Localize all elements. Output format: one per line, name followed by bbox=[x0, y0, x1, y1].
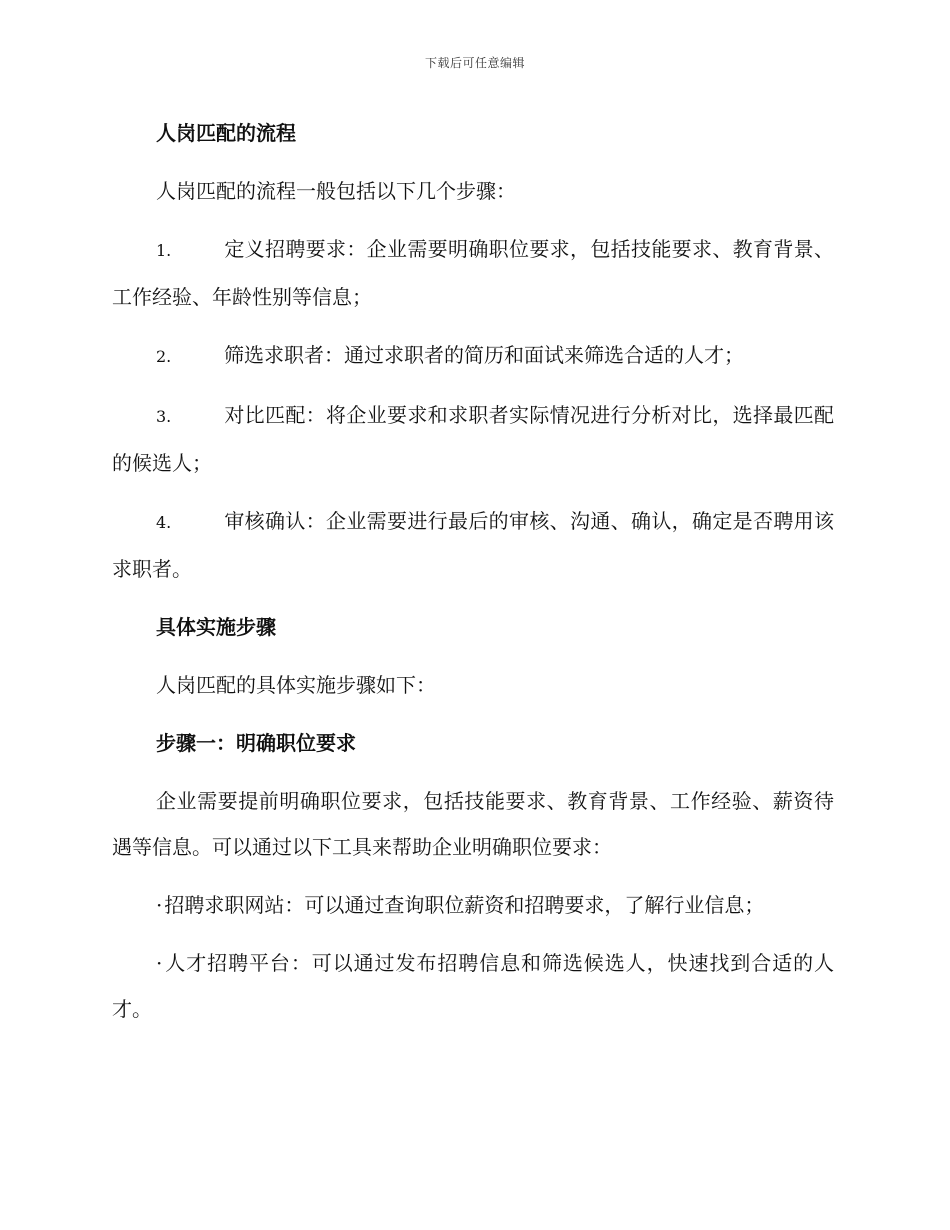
step-number: 1. bbox=[156, 241, 172, 260]
step-number: 3. bbox=[156, 407, 172, 426]
process-step-3 bbox=[112, 392, 834, 486]
bullet-text: 招聘求职网站：可以通过查询职位薪资和招聘要求，了解行业信息； bbox=[164, 893, 765, 917]
bullet-item-talent-platform bbox=[112, 940, 834, 1032]
step-text: 审核确认：企业需要进行最后的审核、沟通、确认，确定是否聘用该求职者。 bbox=[112, 509, 834, 581]
step-text: 对比匹配：将企业要求和求职者实际情况进行分析对比，选择最匹配的候选人； bbox=[112, 403, 834, 475]
step-one-heading: 步骤一：明确职位要求 bbox=[156, 731, 356, 755]
step-one-paragraph: 企业需要提前明确职位要求，包括技能要求、教育背景、工作经验、薪资待遇等信息。可以通过以下工具来帮助企业明确职位要求： bbox=[112, 789, 834, 859]
process-step-2 bbox=[112, 332, 834, 380]
step-text: 定义招聘要求：企业需要明确职位要求，包括技能要求、教育背景、工作经验、年龄性别等信息； bbox=[112, 237, 834, 309]
process-step-1 bbox=[112, 226, 834, 320]
header-note: 下载后可任意编辑 bbox=[424, 56, 525, 70]
step-number: 2. bbox=[156, 347, 172, 366]
process-step-4 bbox=[112, 498, 834, 592]
step-text: 筛选求职者：通过求职者的简历和面试来筛选合适的人才； bbox=[224, 343, 744, 367]
document-content bbox=[112, 110, 834, 1044]
bullet-dot: · bbox=[156, 951, 163, 975]
process-intro: 人岗匹配的流程一般包括以下几个步骤： bbox=[156, 179, 516, 203]
implementation-intro: 人岗匹配的具体实施步骤如下： bbox=[156, 673, 436, 697]
bullet-item-job-sites bbox=[112, 882, 834, 928]
bullet-dot: · bbox=[156, 893, 163, 917]
section-heading-implementation: 具体实施步骤 bbox=[156, 615, 276, 639]
step-number: 4. bbox=[156, 513, 172, 532]
section-heading-process: 人岗匹配的流程 bbox=[156, 121, 296, 145]
bullet-text: 人才招聘平台：可以通过发布招聘信息和筛选候选人，快速找到合适的人才。 bbox=[112, 951, 834, 1021]
